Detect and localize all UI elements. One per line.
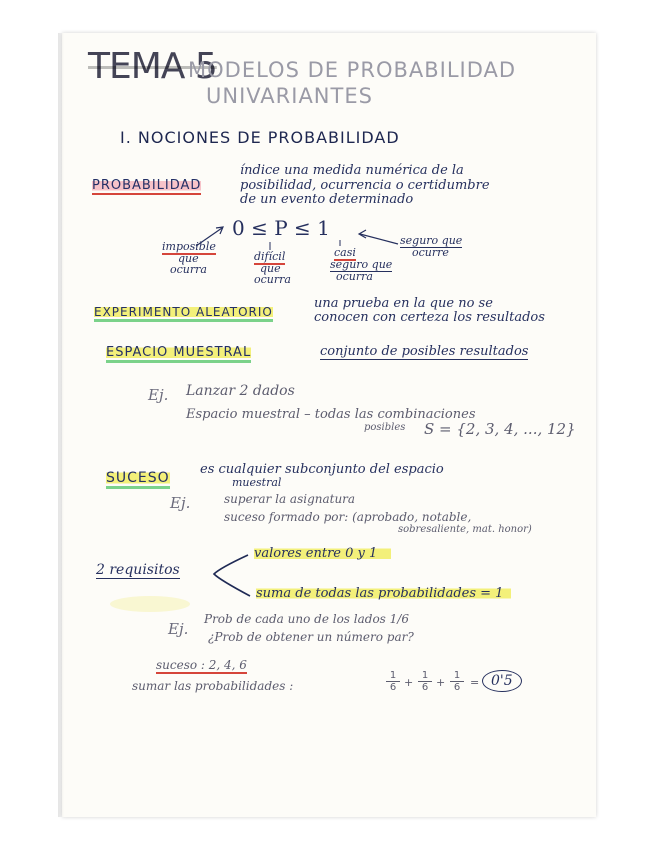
suceso-ex2: suceso formado por: (aprobado, notable, [224, 510, 472, 524]
title-line2: UNIVARIANTES [206, 84, 373, 108]
ej2-line2: ¿Prob de obtener un número par? [208, 630, 414, 644]
label-imposible: imposible [162, 240, 216, 253]
plus-1: + [404, 676, 414, 689]
section-heading: I. NOCIONES DE PROBABILIDAD [120, 128, 400, 147]
ej1-line3b: S = {2, 3, 4, ..., 12} [424, 420, 576, 438]
def-suceso-2: muestral [232, 476, 282, 489]
label-seguro-2: ocurre [412, 246, 449, 259]
suceso-ex1: superar la asignatura [224, 492, 356, 506]
label-imposible-2: que [178, 252, 199, 265]
label-dificil-2: que [260, 262, 281, 275]
title-line1: MODELOS DE PROBABILIDAD [188, 58, 517, 82]
requisitos-label: 2 requisitos [96, 562, 180, 578]
label-dificil: difícil [254, 250, 286, 263]
def-probabilidad-3: de un evento determinado [240, 192, 414, 207]
result-circled: 0'5 [482, 670, 522, 692]
ej1-line2: Espacio muestral – todas las combinaciones [186, 407, 476, 422]
def-suceso-1: es cualquier subconjunto del espacio [200, 462, 444, 477]
probability-formula: 0 ≤ P ≤ 1 [232, 216, 330, 240]
ej2-suceso: suceso : 2, 4, 6 [156, 658, 247, 672]
fraction-3-num: 1 [450, 670, 464, 682]
fraction-1 [386, 670, 400, 693]
def-espacio: conjunto de posibles resultados [320, 344, 529, 359]
plus-2: + [436, 676, 446, 689]
requisito-2: suma de todas las probabilidades = 1 [256, 586, 511, 601]
ej2-line1: Prob de cada uno de los lados 1/6 [204, 612, 409, 626]
ej1-line1: Lanzar 2 dados [186, 383, 295, 399]
term-probabilidad: PROBABILIDAD [92, 178, 202, 193]
equals-sign: = [470, 676, 480, 689]
suceso-ex3: sobresaliente, mat. honor) [398, 524, 532, 535]
fraction-1-den: 6 [389, 682, 397, 693]
label-casi: casi [334, 246, 356, 259]
ej-label-3: Ej. [168, 620, 189, 638]
label-imposible-3: ocurra [170, 263, 207, 276]
fraction-2-den: 6 [421, 682, 429, 693]
label-dificil-3: ocurra [254, 273, 291, 286]
def-experimento-1: una prueba en la que no se [314, 296, 493, 311]
ej-label-1: Ej. [148, 386, 169, 404]
ej-label-2: Ej. [170, 494, 191, 512]
term-experimento: EXPERIMENTO ALEATORIO [94, 305, 273, 322]
fraction-1-num: 1 [386, 670, 400, 682]
label-casi-2: seguro que [330, 258, 393, 271]
def-probabilidad-1: índice una medida numérica de la [240, 163, 464, 178]
requisito-1: valores entre 0 y 1 [254, 546, 391, 561]
label-seguro: seguro que [400, 234, 463, 247]
fraction-3-den: 6 [453, 682, 461, 693]
label-casi-3: ocurra [336, 270, 373, 283]
def-experimento-2: conocen con certeza los resultados [314, 310, 545, 325]
term-espacio: ESPACIO MUESTRAL [106, 345, 251, 363]
def-probabilidad-2: posibilidad, ocurrencia o certidumbre [240, 178, 490, 193]
ej2-sumar: sumar las probabilidades : [132, 679, 294, 693]
term-suceso: SUCESO [106, 470, 170, 489]
title-tema: TEMA 5 [88, 46, 217, 87]
page-edge-shadow [58, 33, 64, 817]
ej1-line3a: posibles [364, 422, 406, 433]
fraction-2 [418, 670, 432, 693]
fraction-3 [450, 670, 464, 693]
fraction-2-num: 1 [418, 670, 432, 682]
